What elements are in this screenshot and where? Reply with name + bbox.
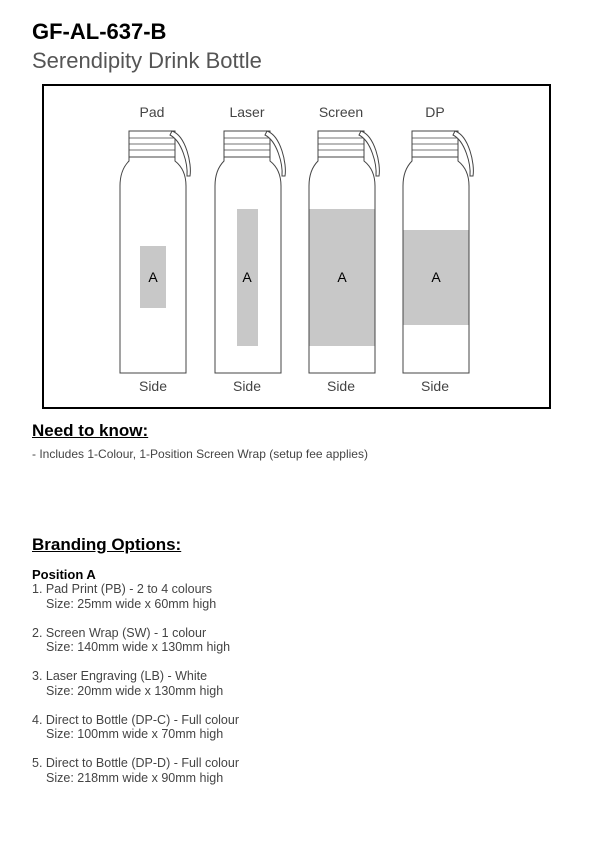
list-item [32, 713, 239, 757]
need-to-know-heading: Need to know: [32, 421, 149, 440]
product-name: Serendipity Drink Bottle [32, 48, 262, 73]
list-item [32, 626, 239, 670]
product-code: GF-AL-637-B [32, 19, 167, 44]
branding-options-list [32, 582, 239, 800]
list-item [32, 669, 239, 713]
branding-diagram [42, 84, 551, 409]
area-label-dp: A [431, 269, 441, 285]
side-label-laser: Side [232, 378, 262, 394]
area-label-laser: A [242, 269, 252, 285]
bottle-laser [215, 104, 285, 394]
area-label-pad: A [148, 269, 158, 285]
side-label-pad: Side [138, 378, 168, 394]
option-name: 2. Screen Wrap (SW) - 1 colour [32, 625, 207, 640]
option-size: Size: 25mm wide x 60mm high [46, 596, 217, 611]
option-size: Size: 218mm wide x 90mm high [46, 770, 224, 785]
list-item [32, 582, 239, 626]
option-size: Size: 100mm wide x 70mm high [46, 727, 224, 741]
bottles-svg [44, 86, 553, 411]
option-size: Size: 140mm wide x 130mm high [46, 640, 231, 654]
option-name: 3. Laser Engraving (LB) - White [32, 669, 208, 683]
bottle-dp [403, 104, 473, 394]
list-item [32, 756, 239, 800]
side-label-screen: Side [326, 378, 356, 394]
side-label-dp: Side [420, 378, 450, 394]
option-name: 1. Pad Print (PB) - 2 to 4 colours [32, 582, 212, 596]
option-size: Size: 20mm wide x 130mm high [46, 683, 224, 698]
method-label-pad: Pad [139, 104, 165, 120]
method-label-dp: DP [425, 104, 445, 120]
bottle-screen [309, 104, 379, 394]
option-name: 4. Direct to Bottle (DP-C) - Full colour [32, 712, 239, 727]
bottle-pad [120, 104, 190, 394]
method-label-screen: Screen [318, 104, 364, 120]
method-label-laser: Laser [229, 104, 265, 120]
option-name: 5. Direct to Bottle (DP-D) - Full colour [32, 756, 239, 770]
need-to-know-item: - Includes 1-Colour, 1-Position Screen Wrap (setup fee applies) [32, 447, 368, 461]
area-label-screen: A [337, 269, 347, 285]
branding-options-heading: Branding Options: [32, 535, 182, 554]
position-heading: Position A [32, 567, 96, 582]
